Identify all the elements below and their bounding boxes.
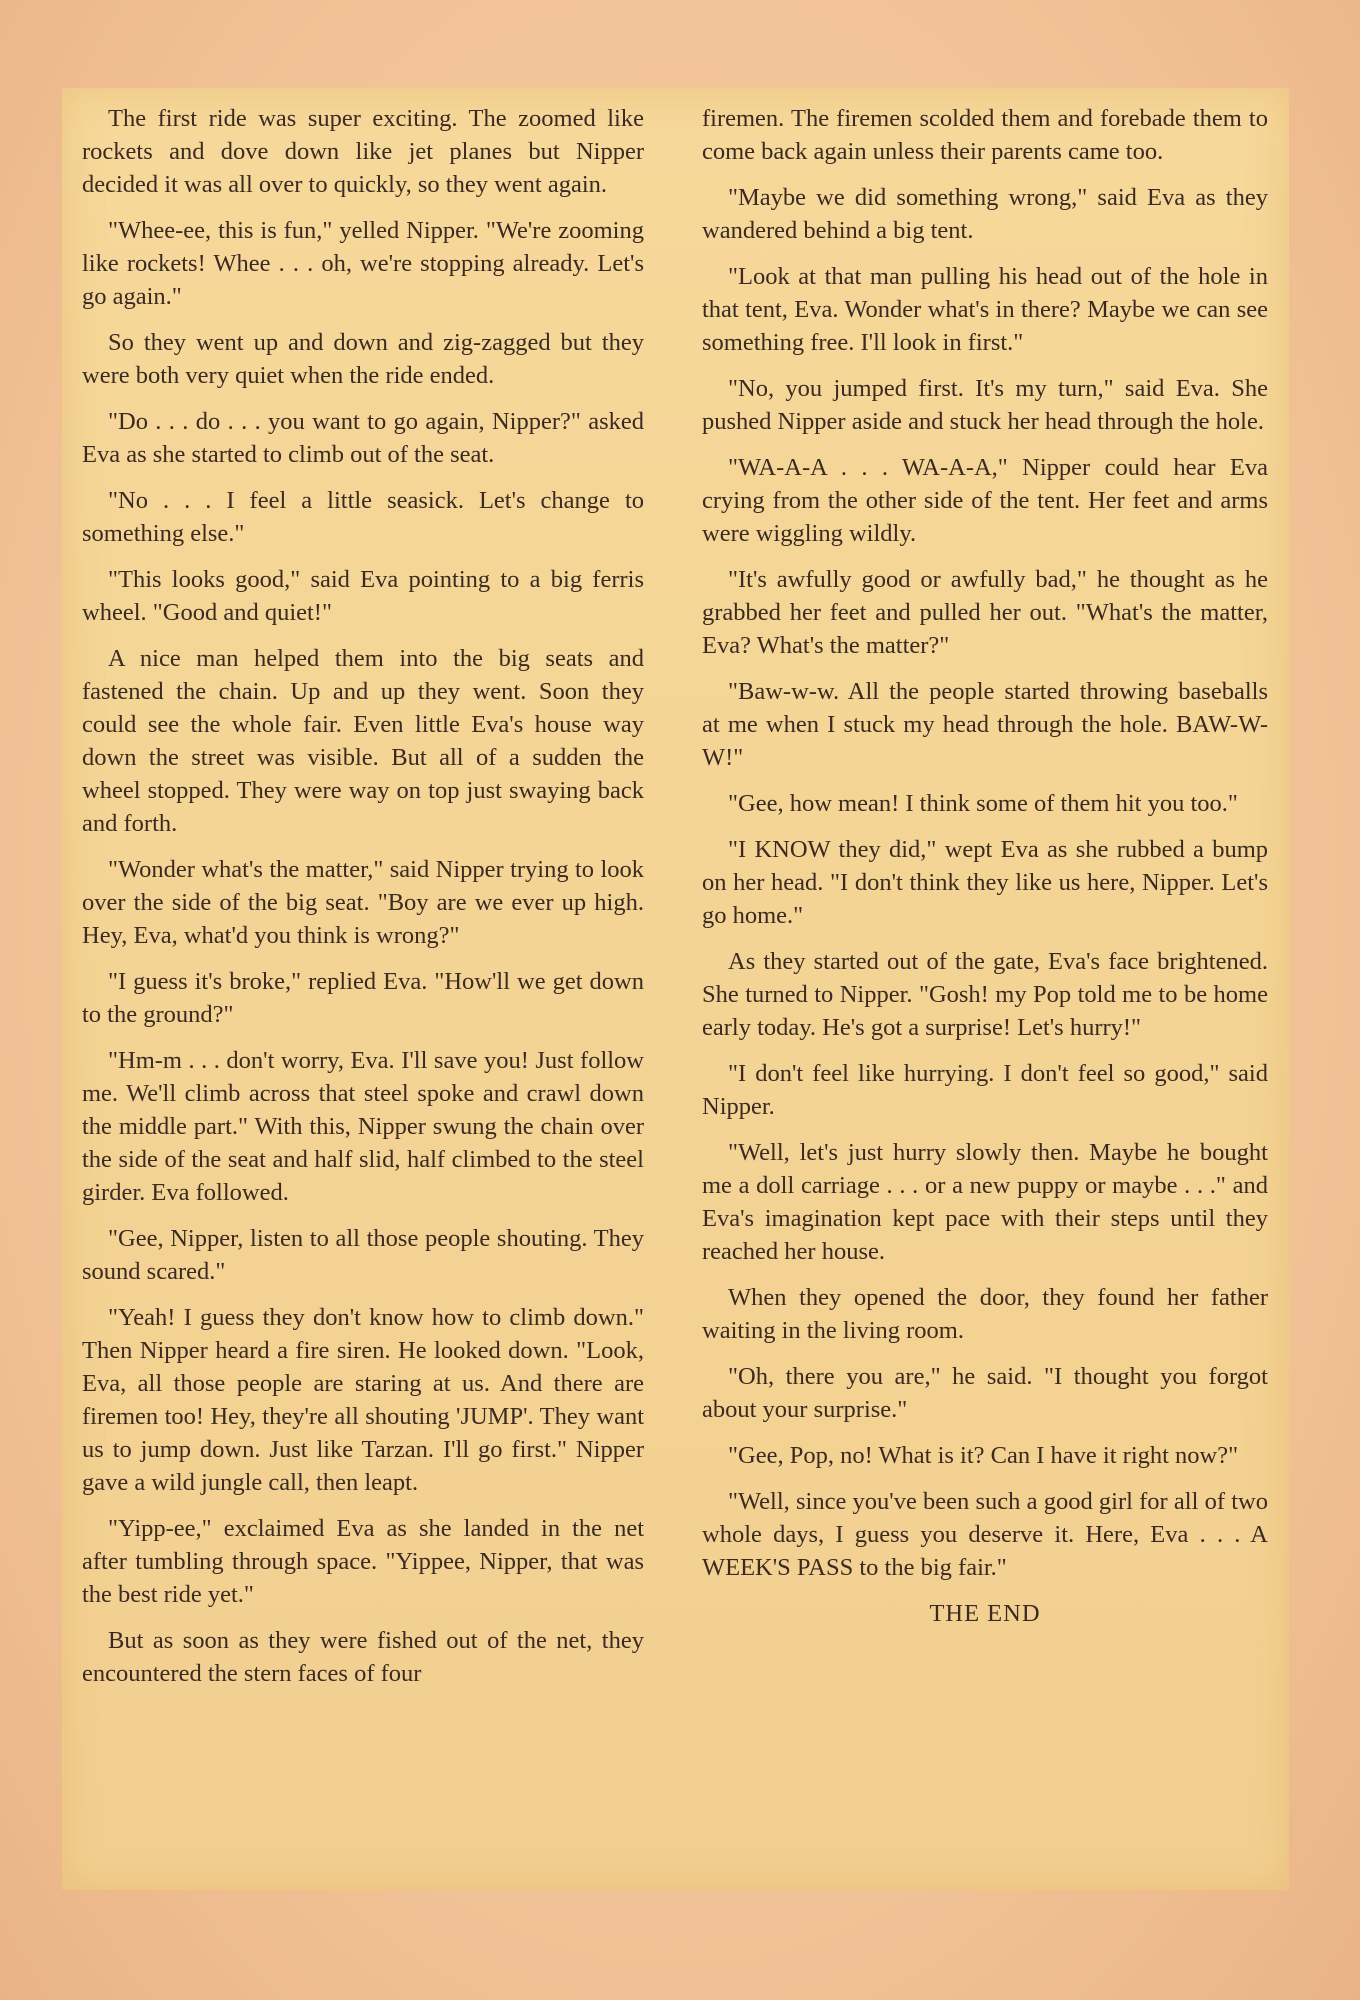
story-paragraph: "Gee, Pop, no! What is it? Can I have it right now?": [728, 1442, 1239, 1469]
story-paragraph: "Whee-ee, this is fun," yelled Nipper. "We're zooming like rockets! Whee . . . oh, we're stopping already. Let's go again.": [82, 217, 644, 310]
story-paragraph: "Do . . . do . . . you want to go again, Nipper?" asked Eva as she started to climb out of the seat.: [82, 408, 644, 468]
story-paragraph: "No, you jumped first. It's my turn," said Eva. She pushed Nipper aside and stuck her head through the hole.: [702, 375, 1268, 435]
story-paragraph: "I guess it's broke," replied Eva. "How'll we get down to the ground?": [82, 968, 644, 1028]
story-paragraph: "Look at that man pulling his head out of the hole in that tent, Eva. Wonder what's in there? Maybe we can see something free. I'll look in first.": [702, 263, 1268, 356]
story-paragraph: firemen. The firemen scolded them and forebade them to come back again unless their parents came too.: [702, 105, 1268, 165]
story-paragraph: "Gee, how mean! I think some of them hit you too.": [728, 790, 1238, 817]
story-paragraph: "Well, let's just hurry slowly then. Maybe he bought me a doll carriage . . . or a new puppy or maybe . . ." and Eva's imagination kept pace with their steps until they reached her house.: [702, 1139, 1268, 1265]
story-panel: [62, 88, 1289, 1890]
story-paragraph: As they started out of the gate, Eva's face brightened. She turned to Nipper. "Gosh! my Pop told me to be home early today. He's got a surprise! Let's hurry!": [702, 948, 1268, 1041]
story-paragraph: "No . . . I feel a little seasick. Let's change to something else.": [82, 487, 644, 547]
story-paragraph: But as soon as they were fished out of the net, they encountered the stern faces of four: [82, 1627, 644, 1687]
story-paragraph: "I KNOW they did," wept Eva as she rubbed a bump on her head. "I don't think they like us here, Nipper. Let's go home.": [702, 836, 1268, 929]
story-paragraph: So they went up and down and zig-zagged but they were both very quiet when the ride ended.: [82, 329, 644, 389]
story-paragraph: "WA-A-A . . . WA-A-A," Nipper could hear Eva crying from the other side of the tent. Her feet and arms were wiggling wildly.: [702, 454, 1268, 547]
story-paragraph: "Oh, there you are," he said. "I thought you forgot about your surprise.": [702, 1363, 1268, 1423]
story-paragraph: "Gee, Nipper, listen to all those people shouting. They sound scared.": [82, 1225, 644, 1285]
story-paragraph: "Well, since you've been such a good girl for all of two whole days, I guess you deserve it. Here, Eva . . . A WEEK'S PASS to the big fair.": [702, 1488, 1268, 1581]
story-paragraph: "Wonder what's the matter," said Nipper trying to look over the side of the big seat. "Boy are we ever up high. Hey, Eva, what'd you think is wrong?": [82, 856, 644, 949]
left-column: [82, 102, 644, 1703]
the-end-label: THE END: [929, 1600, 1041, 1627]
story-paragraph: A nice man helped them into the big seats and fastened the chain. Up and up they went. Soon they could see the whole fair. Even little Eva's house way down the street was visible. But all of a sudden the wheel stopped. They were way on top just swaying back and forth.: [82, 645, 644, 837]
story-paragraph: "Maybe we did something wrong," said Eva as they wandered behind a big tent.: [702, 184, 1268, 244]
story-paragraph: "I don't feel like hurrying. I don't feel so good," said Nipper.: [702, 1060, 1268, 1120]
right-column: [702, 102, 1268, 1643]
story-paragraph: "This looks good," said Eva pointing to a big ferris wheel. "Good and quiet!": [82, 566, 644, 626]
story-paragraph: "Baw-w-w. All the people started throwing baseballs at me when I stuck my head through the hole. BAW-W-W!": [702, 678, 1268, 771]
story-paragraph: "Hm-m . . . don't worry, Eva. I'll save you! Just follow me. We'll climb across that steel spoke and crawl down the middle part." With this, Nipper swung the chain over the side of the seat and half slid, half climbed to the steel girder. Eva followed.: [82, 1047, 644, 1206]
story-paragraph: "It's awfully good or awfully bad," he thought as he grabbed her feet and pulled her out. "What's the matter, Eva? What's the matter?": [702, 566, 1268, 659]
story-paragraph: When they opened the door, they found her father waiting in the living room.: [702, 1284, 1268, 1344]
story-paragraph: The first ride was super exciting. The zoomed like rockets and dove down like jet planes but Nipper decided it was all over to quickly, so they went again.: [82, 105, 644, 198]
story-paragraph: "Yeah! I guess they don't know how to climb down." Then Nipper heard a fire siren. He looked down. "Look, Eva, all those people are staring at us. And there are firemen too! Hey, they're all shouting 'JUMP'. They want us to jump down. Just like Tarzan. I'll go first." Nipper gave a wild jungle call, then leapt.: [82, 1304, 644, 1496]
story-paragraph: "Yipp-ee," exclaimed Eva as she landed in the net after tumbling through space. "Yippee, Nipper, that was the best ride yet.": [82, 1515, 644, 1608]
